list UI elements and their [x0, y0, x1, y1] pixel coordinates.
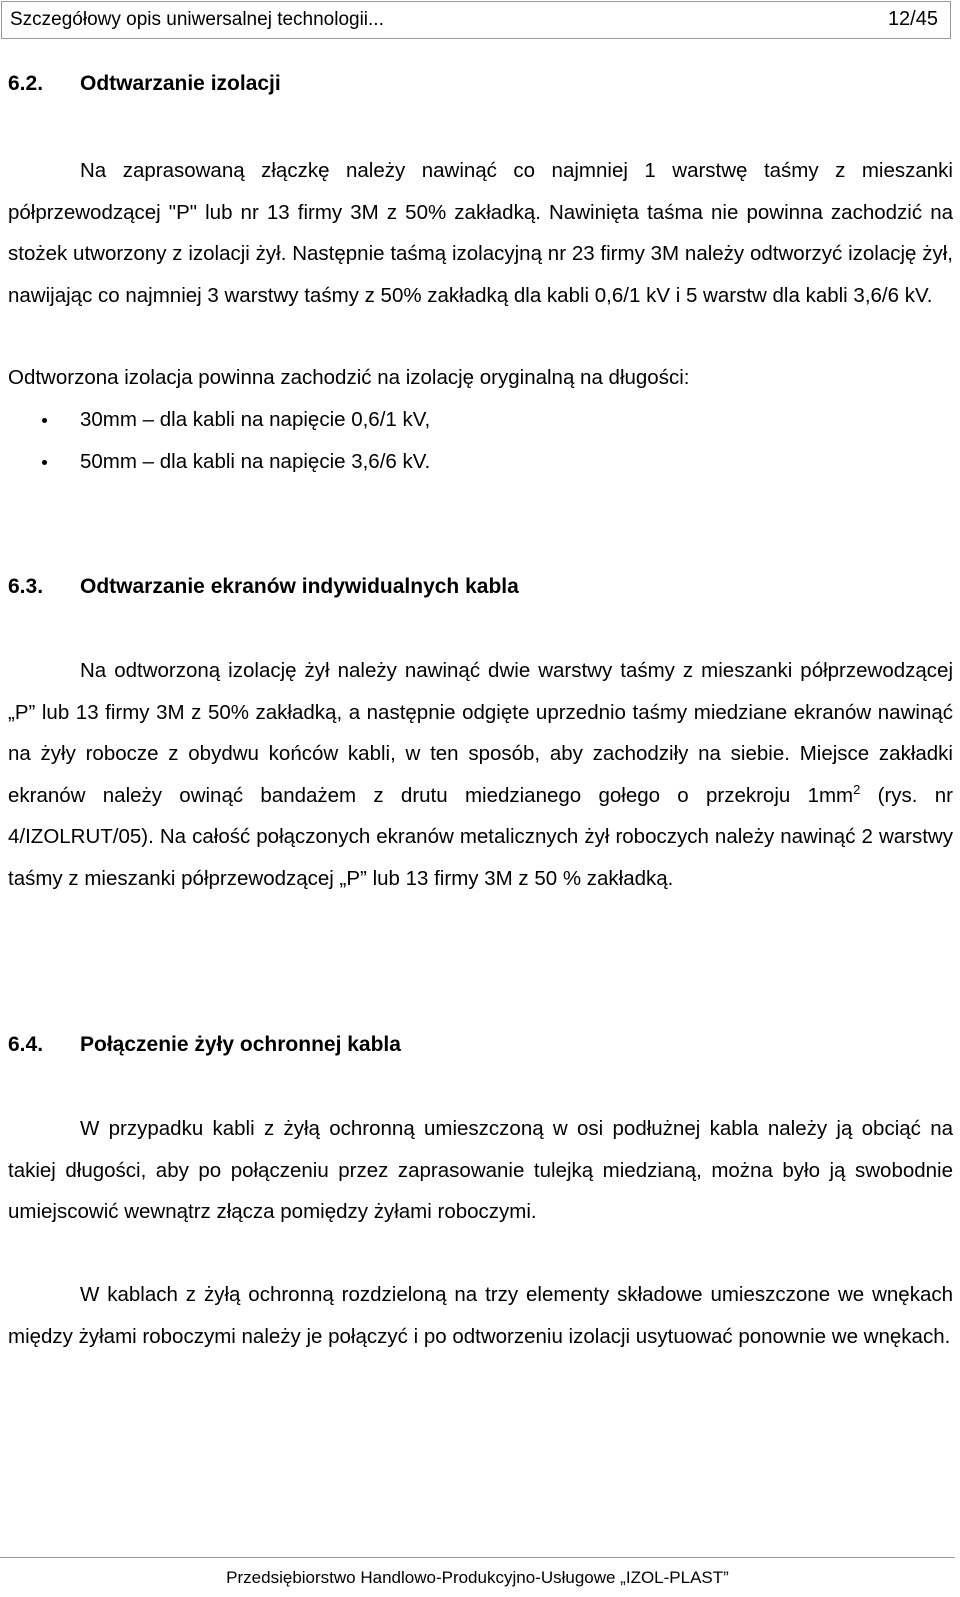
section-number: 6.2. [8, 72, 44, 95]
bullet-list [8, 399, 953, 482]
section-heading-6-4 [8, 1033, 401, 1057]
section-title: Odtwarzanie ekranów indywidualnych kabla [80, 575, 519, 598]
footer-divider [0, 1557, 955, 1558]
section-paragraph: W kablach z żyłą ochronną rozdzieloną na trzy elementy składowe umieszczone we wnękach między żyłami roboczymi należy je połączyć i po odtworzeniu izolacji usytuować ponownie we wnękach. [8, 1283, 953, 1348]
page-header [1, 1, 951, 39]
section-paragraph: Na odtworzoną izolację żył należy nawinąć dwie warstwy taśmy z mieszanki półprzewodzącej „P” lub 13 firmy 3M z 50% zakładką, a następnie odgięte uprzednio taśmy miedziane ekranów nawinąć na żyły robocze z obydwu końców kabli, w ten sposób, aby zachodziły na siebie. Miejsce zakładki ekranów należy owinąć bandażem z drutu miedzianego gołego o przekroju $1mm^2$ (rys. nr 4/IZOLRUT/05). Na całość połączonych ekranów metalicznych żył roboczych należy nawinąć 2 warstwy taśmy z mieszanki półprzewodzącej „P” lub 13 firmy 3M z 50 % zakładką. [8, 659, 953, 890]
bullet-icon [42, 460, 47, 465]
document-title: Szczegółowy opis uniwersalnej technologii... [10, 9, 384, 30]
page-footer: Przedsiębiorstwo Handlowo-Produkcyjno-Usługowe „IZOL-PLAST” [226, 1568, 729, 1587]
section-number: 6.4. [8, 1033, 44, 1056]
list-item: 50mm – dla kabli na napięcie 3,6/6 kV. [8, 441, 953, 483]
page-number: 12/45 [887, 8, 938, 30]
superscript: 2 [853, 781, 861, 797]
section-title: Połączenie żyły ochronnej kabla [80, 1033, 401, 1056]
section-number: 6.3. [8, 575, 44, 598]
section-paragraph: W przypadku kabli z żyłą ochronną umieszczoną w osi podłużnej kabla należy ją obciąć na takiej długości, aby po połączeniu przez zaprasowanie tulejką miedzianą, można było ją swobodnie umiejscowić wewnątrz złącza pomiędzy żyłami roboczymi. [8, 1117, 953, 1223]
bullet-icon [42, 418, 47, 423]
section-title: Odtwarzanie izolacji [80, 72, 281, 95]
section-paragraph: Odtworzona izolacja powinna zachodzić na izolację oryginalną na długości: [8, 366, 690, 389]
section-heading-6-2 [8, 72, 281, 96]
list-item: 30mm – dla kabli na napięcie 0,6/1 kV, [8, 399, 953, 441]
section-heading-6-3 [8, 575, 519, 599]
section-paragraph: Na zaprasowaną złączkę należy nawinąć co najmniej 1 warstwę taśmy z mieszanki półprzewodzącej "P" lub nr 13 firmy 3M z 50% zakładką. Nawinięta taśma nie powinna zachodzić na stożek utworzony z izolacji żył. Następnie taśmą izolacyjną nr 23 firmy 3M należy odtworzyć izolację żył, nawijając co najmniej 3 warstwy taśmy z 50% zakładką dla kabli 0,6/1 kV i 5 warstw dla kabli 3,6/6 kV. [8, 159, 953, 307]
